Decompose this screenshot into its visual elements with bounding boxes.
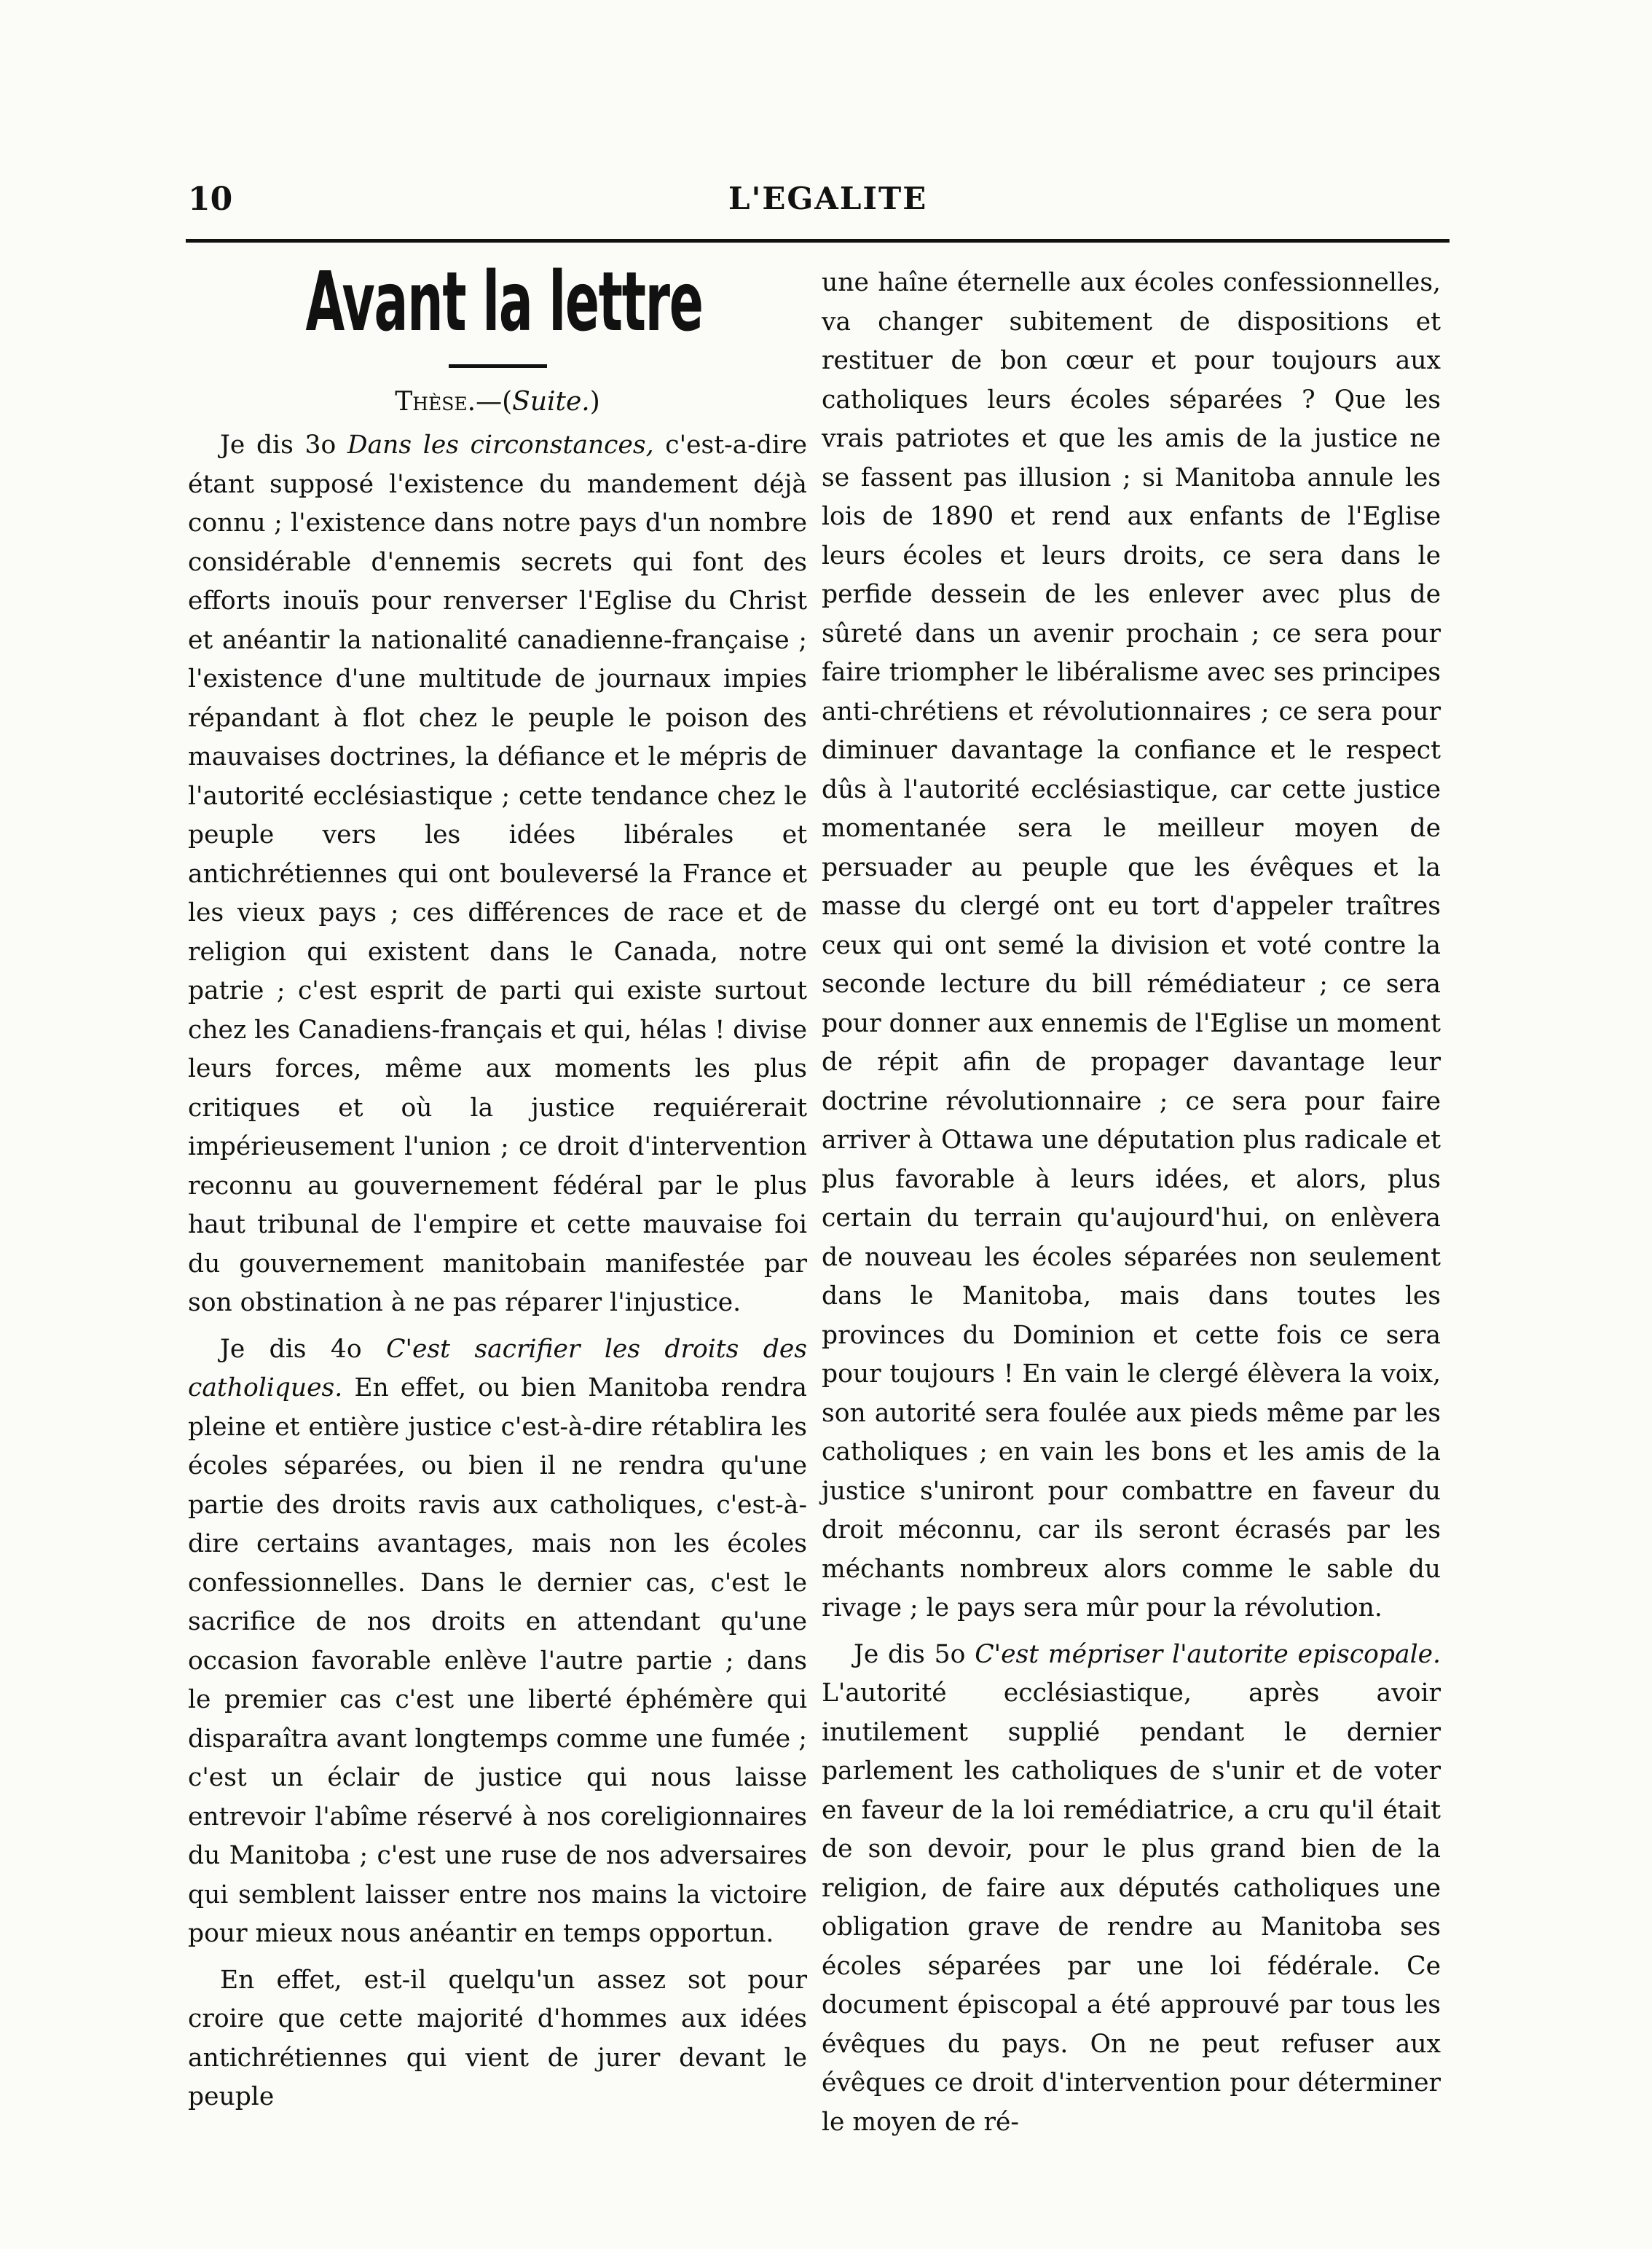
- p3-italic: Dans les circonstances,: [347, 431, 654, 460]
- subhead-close: ): [589, 387, 600, 417]
- p6-italic: C'est mépriser l'autorite episcopale.: [975, 1639, 1441, 1669]
- p4-italic: C'est sacrifier les droits des catholiques.: [188, 1334, 807, 1402]
- subhead-italic: Suite.: [512, 387, 590, 417]
- left-column: [188, 248, 807, 2117]
- header-rule: [186, 239, 1450, 243]
- article-subhead: [188, 384, 807, 420]
- subhead-label: Thèse.: [395, 387, 476, 417]
- headline-rule: [449, 364, 547, 368]
- publication-title: L'EGALITE: [728, 181, 928, 216]
- paragraph-5o: [822, 1636, 1441, 2143]
- subhead-suffix: —(: [476, 387, 513, 417]
- page-number: 10: [188, 181, 233, 218]
- paragraph-3o: [188, 426, 807, 1323]
- p3-intro: Je dis 3o: [220, 431, 347, 460]
- p6-body: L'autorité ecclésiastique, après avoir inutilement supplié pendant le dernier parlement les catholiques de s'unir et de voter en faveur de la loi remédiatrice, a cru qu'il était de son devoir, pour le plus grand bien de la religion, de faire aux députés catholiques une obligation grave de rendre au Manitoba ses écoles séparées par une loi fédérale. Ce document épiscopal a été approuvé par tous les évêques du pays. On ne peut refuser aux évêques ce droit d'intervention pour déterminer le moyen de ré-: [822, 1679, 1441, 2137]
- p4-intro: Je dis 4o: [220, 1334, 387, 1364]
- paragraph-en-effet-continued: une haîne éternelle aux écoles confessionnelles, va changer subitement de dispositions et restituer de bon cœur et pour toujours aux catholiques leurs écoles séparées ? Que les vrais patriotes et que les amis de la justice ne se fassent pas illusion ; si Manitoba annule les lois de 1890 et rend aux enfants de l'Eglise leurs écoles et leurs droits, ce sera dans le perfide dessein de les enlever avec plus de sûreté dans un avenir prochain ; ce sera pour faire triompher le libéralisme avec ses principes anti-chrétiens et révolutionnaires ; ce sera pour diminuer davantage la confiance et le respect dûs à l'autorité ecclésiastique, car cette justice momentanée sera le meilleur moyen de persuader au peuple que les évêques et la masse du clergé ont eu tort d'appeler traîtres ceux qui ont semé la division et voté contre la seconde lecture du bill rémédiateur ; ce sera pour donner aux ennemis de l'Eglise un moment de répit afin de propager davantage leur doctrine révolutionnaire ; ce sera pour faire arriver à Ottawa une députation plus radicale et plus favorable à leurs idées, et alors, plus certain du terrain qu'aujourd'hui, on enlèvera de nouveau les écoles séparées non seulement dans le Manitoba, mais dans toutes les provinces du Dominion et cette fois ce sera pour toujours ! En vain le clergé élèvera la voix, son autorité sera foulée aux pieds même par les catholiques ; en vain les bons et les amis de la justice s'uniront pour combattre en faveur du droit méconnu, car ils seront écrasés par les méchants nombreux alors comme le sable du rivage ; le pays sera mûr pour la révolution.: [822, 268, 1441, 1622]
- paragraph-en-effet: En effet, est-il quelqu'un assez sot pour croire que cette majorité d'hommes aux idées antichrétiennes qui vient de jurer devant le peuple: [188, 1965, 807, 2111]
- p3-body: c'est-a-dire étant supposé l'existence du mandement déjà connu ; l'existence dans notre pays d'un nombre considérable d'ennemis secrets qui font des efforts inouïs pour renverser l'Eglise du Christ et anéantir la nationalité canadienne-française ; l'existence d'une multitude de journaux impies répandant à flot chez le peuple le poison des mauvaises doctrines, la défiance et le mépris de l'autorité ecclésiastique ; cette tendance chez le peuple vers les idées libérales et antichrétiennes qui ont bouleversé la France et les vieux pays ; ces différences de race et de religion qui existent dans le Canada, notre patrie ; c'est esprit de parti qui existe surtout chez les Canadiens-français et qui, hélas ! divise leurs forces, même aux moments les plus critiques et où la justice requiérerait impérieusement l'union ; ce droit d'intervention reconnu au gouvernement fédéral par le plus haut tribunal de l'empire et cette mauvaise foi du gouvernement manitobain manifestée par son obstination à ne pas réparer l'injustice.: [188, 431, 807, 1317]
- paragraph-4o: [188, 1330, 807, 1954]
- article-headline: Avant la lettre: [305, 255, 703, 350]
- right-column: [822, 264, 1441, 2142]
- p4-body: En effet, ou bien Manitoba rendra pleine et entière justice c'est-à-dire rétablira les écoles séparées, ou bien il ne rendra qu'une partie des droits ravis aux catholiques, c'est-à-dire certains avantages, mais non les écoles confessionnelles. Dans le dernier cas, c'est le sacrifice de nos droits en attendant qu'une occasion favorable enlève l'autre partie ; dans le premier cas c'est une liberté éphémère qui disparaîtra avant longtemps comme une fumée ; c'est un éclair de justice qui nous laisse entrevoir l'abîme réservé à nos coreligionnaires du Manitoba ; c'est une ruse de nos adversaires qui semblent laisser entre nos mains la victoire pour mieux nous anéantir en temps opportun.: [188, 1373, 807, 1948]
- p6-intro: Je dis 5o: [854, 1639, 975, 1669]
